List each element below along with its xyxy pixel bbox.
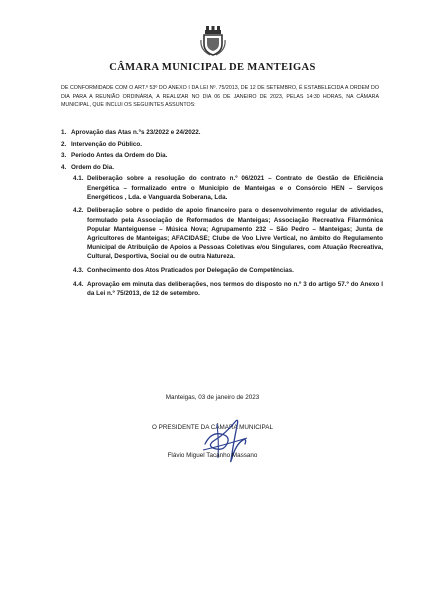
agenda-item [61,139,383,151]
agenda-list [61,127,383,302]
municipal-coat-of-arms-icon [200,26,226,56]
signatory-name: Flávio Miguel Tacanho Massano [167,452,258,459]
subitem-text: Conhecimento dos Atos Praticados por Delegação de Competências. [87,266,294,274]
agenda-subitem [73,266,383,275]
subitem-number: 4.2. [73,207,84,215]
subitem-number: 4.1. [73,175,84,183]
item-number: 1. [61,129,67,136]
item-number: 4. [61,163,67,171]
agenda-item [61,162,383,174]
page-title: CÂMARA MUNICIPAL DE MANTEIGAS [109,62,316,73]
intro-paragraph: DE CONFORMIDADE COM O ART.º 53º DO ANEXO I DA LEI Nº. 75/2013, DE 12 DE SETEMBRO, É ESTABELECIDA A ORDEM DO DIA PARA A REUNIÃO ORDINÁRIA, A REALIZAR NO DIA 06 DE JANEIRO DE 2023, PELAS 14:30 HORAS, NA CÂMARA MUNICIPAL, QUE INCLUI OS SEGUINTES ASSUNTOS: [61,85,379,109]
item-number: 2. [61,140,67,148]
item-text: Ordem do Dia. [71,163,115,171]
item-number: 3. [61,152,67,160]
subitem-number: 4.4. [73,280,84,288]
item-text: Aprovação das Atas n.ºs 23/2022 e 24/2022. [71,129,201,136]
item-text: Intervenção do Público. [71,140,143,148]
item-text: Período Antes da Ordem do Dia. [71,152,168,160]
subitem-text: Deliberação sobre a resolução do contrato n.º 06/2021 – Contrato de Gestão de Eficiência Energética – formalizado entre o Município de Manteigas e o Consórcio HEN – Serviços Energéticos , Lda. e Vanguarda Soberana, Lda. [87,175,383,201]
subitem-text: Aprovação em minuta das deliberações, nos termos do disposto no n.º 3 do artigo 57.º do Anexo I da Lei n.º 75/2013, de 12 de setembro. [87,280,383,297]
subitem-number: 4.3. [73,266,84,274]
agenda-subitem [73,280,383,298]
agenda-subitem [73,206,383,261]
subitem-text: Deliberação sobre o pedido de apoio financeiro para o desenvolvimento regular de atividades, formulado pela Associação de Reformados de Manteigas; Associação Recreativa Filarmónica Popular Manteiguense – Música Nova; Agrupamento 232 – São Pedro – Manteigas; Junta de Agricultores de Manteigas; AFACIDASE; Clube de Voo Livre Vertical, no âmbito do Regulamento Municipal de Atribuição de Apoios a Pessoas Coletivas e/ou Singulares, com Atuação Recreativa, Cultural, Desportiva, Social ou de outra Natureza. [87,207,383,261]
agenda-item [61,127,383,139]
signature-date: Manteigas, 03 de janeiro de 2023 [165,394,260,401]
signatory-role: O PRESIDENTE DA CÂMARA MUNICIPAL [152,424,273,431]
agenda-item [61,150,383,162]
agenda-subitem [73,174,383,202]
